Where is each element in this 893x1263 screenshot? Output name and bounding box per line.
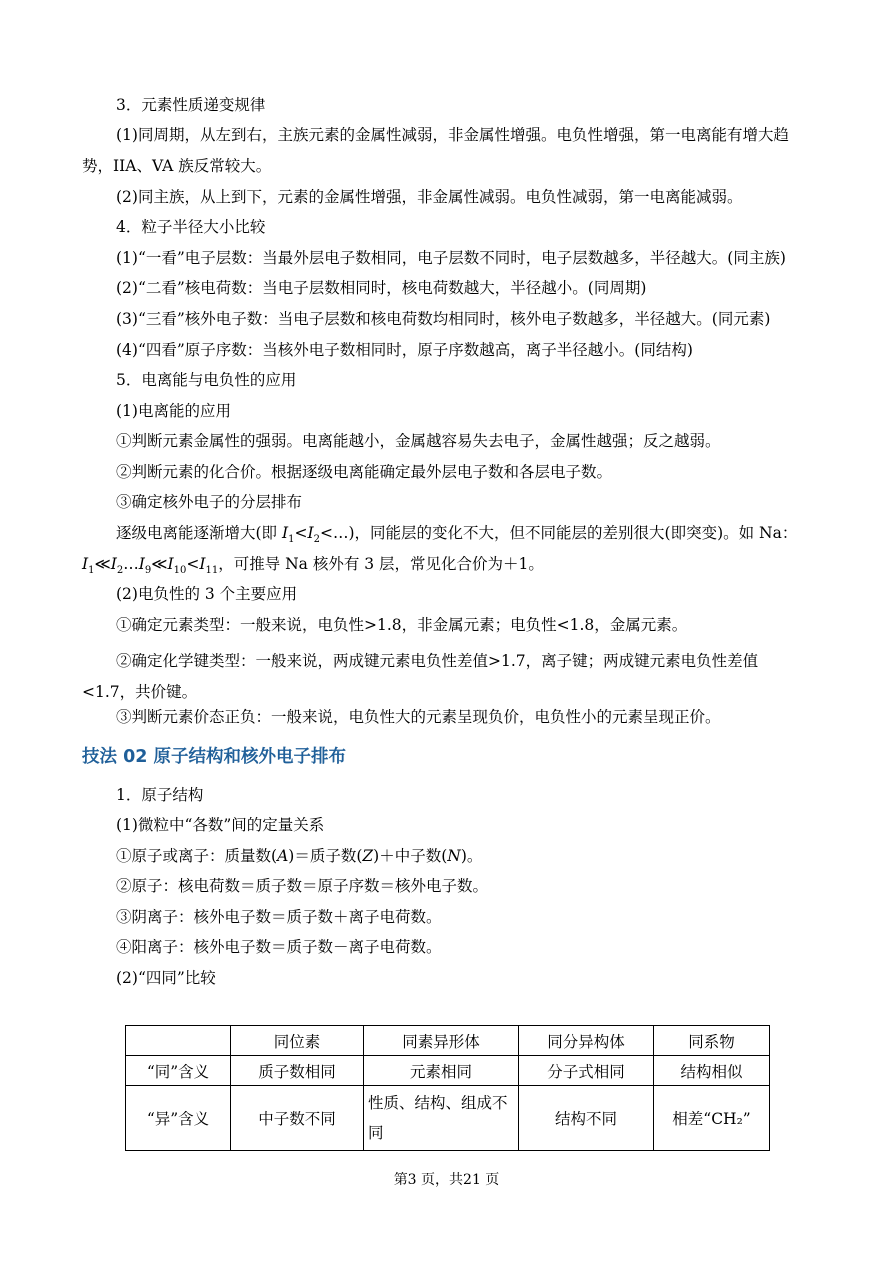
successive-ionization-text-a: 逐级电离能逐渐增大(即 xyxy=(116,524,282,542)
table-cell: 相差“CH₂” xyxy=(654,1086,770,1151)
ionization-item-2: ②判断元素的化合价。根据逐级电离能确定最外层电子数和各层电子数。 xyxy=(116,463,613,481)
anion-relation: ③阴离子：核外电子数＝质子数＋离子电荷数。 xyxy=(116,908,442,926)
section-4-title: 4．粒子半径大小比较 xyxy=(116,218,266,236)
table-header-cell: 同位素 xyxy=(231,1026,364,1056)
table-cell: 结构相似 xyxy=(654,1056,770,1086)
table-cell: 性质、结构、组成不同 xyxy=(364,1086,519,1151)
electronegativity-item-2: ②确定化学键类型：一般来说，两成键元素电负性差值>1.7，离子键；两成键元素电负性差值<1.7，共价键。 xyxy=(82,652,759,701)
section-3-title: 3．元素性质递变规律 xyxy=(116,96,266,114)
na-ionization-formula: $I_1≪I_2\dots I_9≪I_{10}<I_{11}$，可推导 Na 核外有 3 层，常见化合价为＋1。 xyxy=(82,555,544,577)
section-4-item-4: (4)“四看”原子序数：当核外电子数相同时，原子序数越高，离子半径越小。(同结构) xyxy=(116,341,693,359)
section-3-paragraph-1-line-2: 势，IIA、VA 族反常较大。 xyxy=(82,157,272,175)
ionization-item-1: ①判断元素金属性的强弱。电离能越小，金属越容易失去电子，金属性越强；反之越弱。 xyxy=(116,432,721,450)
successive-ionization-text-b: …)，同能层的变化不大，但不同能层的差别很大(即突变)。如 Na： xyxy=(332,524,798,542)
electronegativity-subtitle: (2)电负性的 3 个主要应用 xyxy=(116,585,298,603)
table-cell: 质子数相同 xyxy=(231,1056,364,1086)
table-row xyxy=(126,1086,770,1151)
table-cell: 结构不同 xyxy=(519,1086,654,1151)
atomic-structure-title: 1．原子结构 xyxy=(116,786,204,804)
electronegativity-item-3: ③判断元素价态正负：一般来说，电负性大的元素呈现负价，电负性小的元素呈现正价。 xyxy=(116,708,721,726)
page-footer: 第3 页，共21 页 xyxy=(393,1172,500,1188)
symbol-z: Z xyxy=(362,847,374,865)
section-3-paragraph-1-line-1: (1)同周期，从左到右，主族元素的金属性减弱，非金属性增强。电负性增强，第一电离能有增大趋 xyxy=(116,126,789,144)
table-cell: 元素相同 xyxy=(364,1056,519,1086)
technique-02-heading: 技法 02 原子结构和核外电子排布 xyxy=(82,747,347,767)
cation-relation: ④阳离子：核外电子数＝质子数－离子电荷数。 xyxy=(116,938,442,956)
section-4-item-2: (2)“二看”核电荷数：当电子层数相同时，核电荷数越大，半径越小。(同周期) xyxy=(116,279,647,297)
table-row xyxy=(126,1056,770,1086)
mass-number-relation-a: ①原子或离子：质量数( xyxy=(116,847,278,865)
electronegativity-item-1: ①确定元素类型：一般来说，电负性>1.8，非金属元素；电负性<1.8，金属元素。 xyxy=(116,616,688,634)
table-header-cell: 同素异形体 xyxy=(364,1026,519,1056)
mass-number-relation-b: )＝质子数( xyxy=(288,847,363,865)
symbol-a: A xyxy=(277,847,289,865)
table-cell: “异”含义 xyxy=(126,1086,231,1151)
table-header-cell: 同系物 xyxy=(654,1026,770,1056)
table-cell: 分子式相同 xyxy=(519,1056,654,1086)
section-3-paragraph-2: (2)同主族，从上到下，元素的金属性增强，非金属性减弱。电负性减弱，第一电离能减弱。 xyxy=(116,188,743,206)
section-4-item-1: (1)“一看”电子层数：当最外层电子数相同，电子层数不同时，电子层数越多，半径越大。(同主族) xyxy=(116,249,786,267)
table-cell: “同”含义 xyxy=(126,1056,231,1086)
mass-number-relation xyxy=(116,846,482,866)
table-cell: 中子数不同 xyxy=(231,1086,364,1151)
ionization-subtitle: (1)电离能的应用 xyxy=(116,402,231,420)
four-same-comparison-table xyxy=(125,1025,770,1151)
four-same-comparison-subtitle: (2)“四同”比较 xyxy=(116,969,216,987)
atom-relation: ②原子：核电荷数＝质子数＝原子序数＝核外电子数。 xyxy=(116,877,489,895)
ionization-item-3: ③确定核外电子的分层排布 xyxy=(116,493,303,511)
table-header-cell: 同分异构体 xyxy=(519,1026,654,1056)
mass-number-relation-c: )＋中子数( xyxy=(373,847,448,865)
mass-number-relation-d: )。 xyxy=(460,847,483,865)
symbol-n: N xyxy=(447,847,461,865)
table-header-cell xyxy=(126,1026,231,1056)
na-ionization-conclusion: ，可推导 Na 核外有 3 层，常见化合价为＋1。 xyxy=(218,555,544,573)
section-4-item-3: (3)“三看”核外电子数：当电子层数和核电荷数均相同时，核外电子数越多，半径越大。(同元素) xyxy=(116,310,771,328)
successive-ionization-text: 逐级电离能逐渐增大(即 $I_1<I_2<\dots$)，同能层的变化不大，但不同能层的差别很大(即突变)。如 Na： xyxy=(116,524,798,546)
table-header-row xyxy=(126,1026,770,1056)
quantitative-relations-subtitle: (1)微粒中“各数”间的定量关系 xyxy=(116,816,325,834)
section-5-title: 5．电离能与电负性的应用 xyxy=(116,371,297,389)
